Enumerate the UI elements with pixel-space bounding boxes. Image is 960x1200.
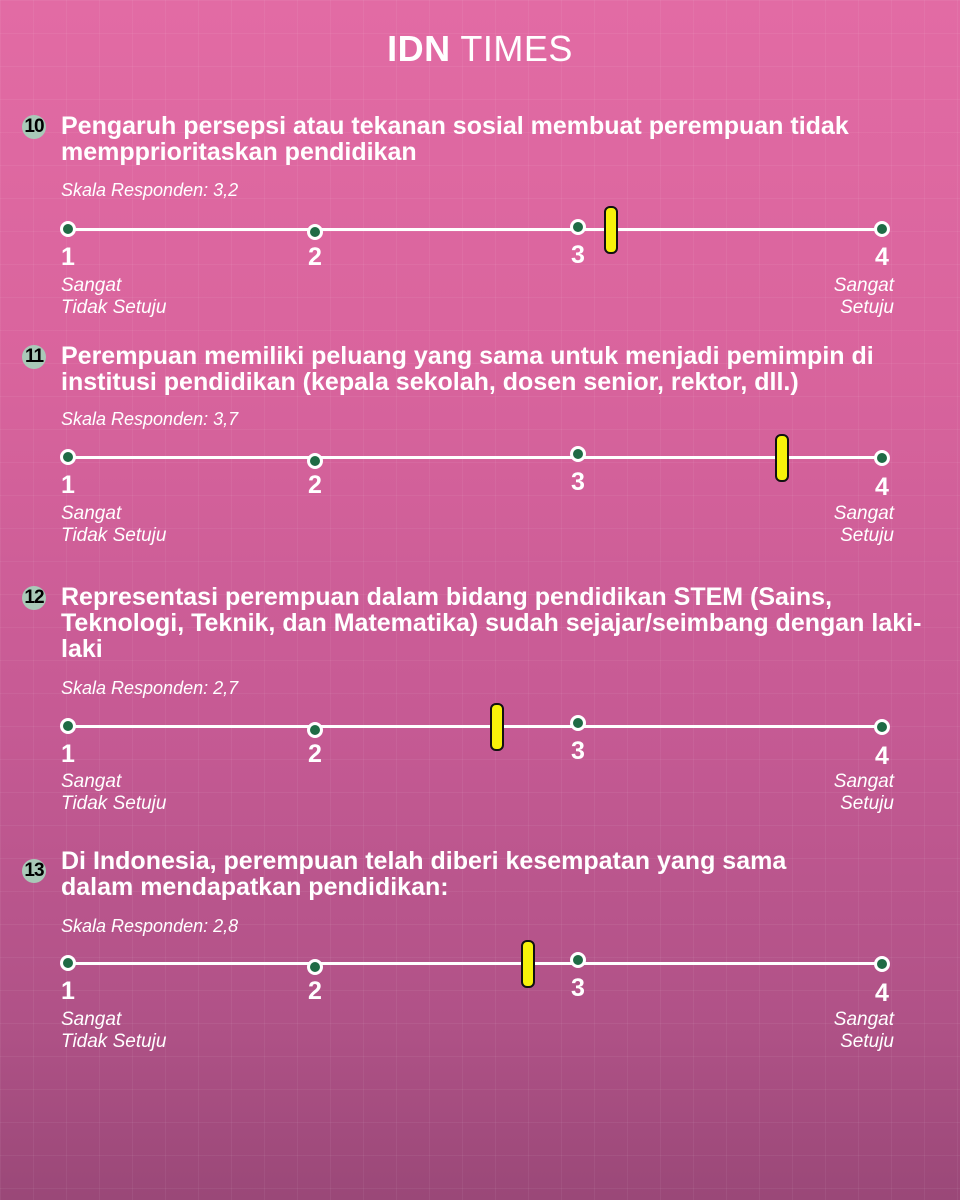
- tick-label-2: 2: [308, 740, 322, 768]
- tick-2-icon: [307, 959, 323, 975]
- left-end-label: Sangat Tidak Setuju: [61, 503, 167, 546]
- question-title: Di Indonesia, perempuan telah diberi kesempatan yang sama dalam mendapatkan pendidikan:: [61, 847, 787, 901]
- tick-label-1: 1: [61, 243, 75, 271]
- question-title: Perempuan memiliki peluang yang sama untuk menjadi pemimpin di institusi pendidikan (kepala sekolah, dosen senior, rektor, dll.): [61, 342, 874, 396]
- scale-track: [68, 456, 882, 459]
- tick-1-icon: [60, 955, 76, 971]
- tick-label-3: 3: [571, 974, 585, 1002]
- right-end-label: Sangat Setuju: [833, 275, 894, 318]
- question-number-badge: 10: [22, 115, 46, 139]
- value-marker: [490, 703, 504, 751]
- right-end-label: Sangat Setuju: [833, 771, 894, 814]
- tick-3-icon: [570, 446, 586, 462]
- tick-label-1: 1: [61, 977, 75, 1005]
- question-number-badge: 11: [22, 345, 46, 369]
- tick-label-4: 4: [875, 243, 889, 271]
- tick-label-3: 3: [571, 468, 585, 496]
- tick-label-3: 3: [571, 241, 585, 269]
- respondent-scale: Skala Responden: 2,7: [61, 678, 239, 698]
- tick-4-icon: [874, 956, 890, 972]
- tick-4-icon: [874, 719, 890, 735]
- question-number-badge: 12: [22, 586, 46, 610]
- tick-1-icon: [60, 221, 76, 237]
- tick-3-icon: [570, 715, 586, 731]
- tick-2-icon: [307, 722, 323, 738]
- respondent-scale: Skala Responden: 3,7: [61, 409, 239, 429]
- question-title: Pengaruh persepsi atau tekanan sosial membuat perempuan tidak mempprioritaskan pendidikan: [61, 112, 849, 166]
- right-end-label: Sangat Setuju: [833, 503, 894, 546]
- value-marker: [775, 434, 789, 482]
- question-title: Representasi perempuan dalam bidang pendidikan STEM (Sains, Teknologi, Teknik, dan Matematika) sudah sejajar/seimbang dengan laki-laki: [61, 583, 922, 663]
- brand-logo: [0, 28, 960, 70]
- tick-label-2: 2: [308, 243, 322, 271]
- respondent-scale: Skala Responden: 3,2: [61, 180, 239, 200]
- tick-label-1: 1: [61, 740, 75, 768]
- scale-track: [68, 228, 882, 231]
- left-end-label: Sangat Tidak Setuju: [61, 1009, 167, 1052]
- tick-label-4: 4: [875, 473, 889, 501]
- brand-bold: IDN: [387, 28, 451, 69]
- tick-label-4: 4: [875, 979, 889, 1007]
- tick-2-icon: [307, 453, 323, 469]
- tick-label-4: 4: [875, 742, 889, 770]
- tick-3-icon: [570, 952, 586, 968]
- tick-4-icon: [874, 450, 890, 466]
- right-end-label: Sangat Setuju: [833, 1009, 894, 1052]
- tick-1-icon: [60, 718, 76, 734]
- tick-label-1: 1: [61, 471, 75, 499]
- question-number-badge: 13: [22, 859, 46, 883]
- left-end-label: Sangat Tidak Setuju: [61, 771, 167, 814]
- tick-3-icon: [570, 219, 586, 235]
- value-marker: [521, 940, 535, 988]
- scale-track: [68, 962, 882, 965]
- tick-1-icon: [60, 449, 76, 465]
- respondent-scale: Skala Responden: 2,8: [61, 916, 239, 936]
- tick-label-2: 2: [308, 977, 322, 1005]
- tick-label-3: 3: [571, 737, 585, 765]
- tick-label-2: 2: [308, 471, 322, 499]
- tick-4-icon: [874, 221, 890, 237]
- brand-regular: TIMES: [460, 28, 573, 69]
- tick-2-icon: [307, 224, 323, 240]
- value-marker: [604, 206, 618, 254]
- scale-track: [68, 725, 882, 728]
- left-end-label: Sangat Tidak Setuju: [61, 275, 167, 318]
